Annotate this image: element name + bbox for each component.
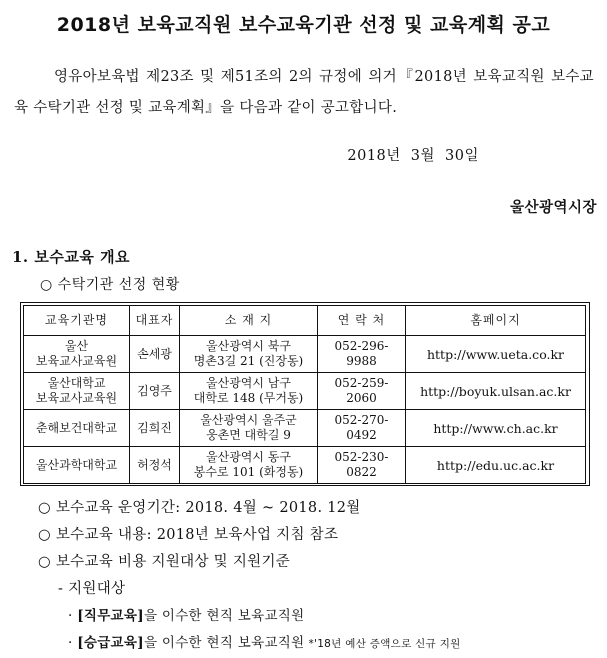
cell-homepage[interactable]: http://www.ueta.co.kr [406, 336, 586, 373]
date-month: 3월 [410, 148, 436, 164]
date-day: 30일 [445, 148, 479, 164]
cell-name [24, 447, 130, 484]
header-phone: 연 락 처 [318, 306, 406, 336]
content-item: ○ 보수교육 내용: 2018년 보육사업 지침 참조 [38, 527, 339, 543]
bullet-mark: · [68, 608, 78, 624]
cell-address [180, 336, 318, 373]
support-bullet [38, 630, 461, 657]
bullet-tag: [승급교육] [77, 635, 144, 651]
cell-address [180, 447, 318, 484]
cost-item: ○ 보수교육 비용 지원대상 및 지원기준 [38, 554, 291, 570]
bullet-note: *'18년 예산 증액으로 신규 지원 [308, 638, 461, 650]
address-line1: 울산광역시 동구 [206, 450, 291, 464]
header-name: 교육기관명 [24, 306, 130, 336]
date-year: 2018년 [347, 148, 401, 164]
address-line1: 울산광역시 남구 [206, 376, 291, 390]
name-line1: 울산 [64, 339, 89, 353]
agency-table [23, 305, 586, 484]
cell-name [24, 336, 130, 373]
cell-homepage[interactable]: http://edu.uc.ac.kr [406, 447, 586, 484]
header-rep: 대표자 [130, 306, 180, 336]
name-line2: 보육교사교육원 [35, 354, 118, 368]
cell-name [24, 410, 130, 447]
address-line1: 울산광역시 울주군 [200, 413, 297, 427]
header-address: 소 재 지 [180, 306, 318, 336]
bullet-text: 을 이수한 현직 보육교직원 [143, 608, 305, 624]
overview-items [38, 495, 461, 657]
cell-rep: 김희진 [130, 410, 180, 447]
cell-homepage[interactable]: http://boyuk.ulsan.ac.kr [406, 373, 586, 410]
cell-name [24, 373, 130, 410]
intro-paragraph: 영유아보육법 제23조 및 제51조의 2의 규정에 의거『2018년 보육교직원 보수교육 수탁기관 선정 및 교육계획』을 다음과 같이 공고합니다. [14, 69, 594, 116]
page-title: 2018년 보육교직원 보수교육기관 선정 및 교육계획 공고 [56, 14, 551, 36]
section-subtitle: ○ 수탁기관 선정 현황 [40, 277, 180, 293]
cell-phone: 052-270-0492 [318, 410, 406, 447]
cell-rep: 김영주 [130, 373, 180, 410]
name-line1: 울산대학교 [47, 376, 106, 390]
support-heading: - 지원대상 [58, 581, 126, 597]
table-row [24, 410, 586, 447]
support-bullet [38, 603, 461, 630]
period-item: ○ 보수교육 운영기간: 2018. 4월 ~ 2018. 12월 [38, 500, 361, 516]
section-title: 1. 보수교육 개요 [12, 248, 131, 266]
cell-address [180, 373, 318, 410]
bullet-tag: [직무교육] [77, 608, 144, 624]
notice-date [347, 144, 479, 165]
cell-rep: 허정석 [130, 447, 180, 484]
cell-homepage[interactable]: http://www.ch.ac.kr [406, 410, 586, 447]
address-line1: 울산광역시 북구 [206, 339, 291, 353]
table-row [24, 336, 586, 373]
address-line2: 봉수로 101 (화정동) [193, 465, 304, 479]
address-line2: 명촌3길 21 (진장동) [193, 354, 304, 368]
address-line2: 대학로 148 (무거동) [193, 391, 304, 405]
cell-phone: 052-296-9988 [318, 336, 406, 373]
cell-phone: 052-230-0822 [318, 447, 406, 484]
cell-rep: 손세광 [130, 336, 180, 373]
bullet-text: 을 이수한 현직 보육교직원 [143, 635, 305, 651]
table-row [24, 373, 586, 410]
table-header-row [24, 306, 586, 336]
bullet-mark: · [68, 635, 78, 651]
header-homepage: 홈페이지 [406, 306, 586, 336]
address-line2: 웅촌면 대학길 9 [206, 428, 291, 442]
table-row [24, 447, 586, 484]
name-line1: 춘해보건대학교 [35, 420, 118, 435]
name-line2: 보육교사교육원 [35, 391, 118, 405]
cell-phone: 052-259-2060 [318, 373, 406, 410]
cell-address [180, 410, 318, 447]
name-line1: 울산과학대학교 [35, 457, 118, 472]
issuer: 울산광역시장 [509, 199, 597, 216]
